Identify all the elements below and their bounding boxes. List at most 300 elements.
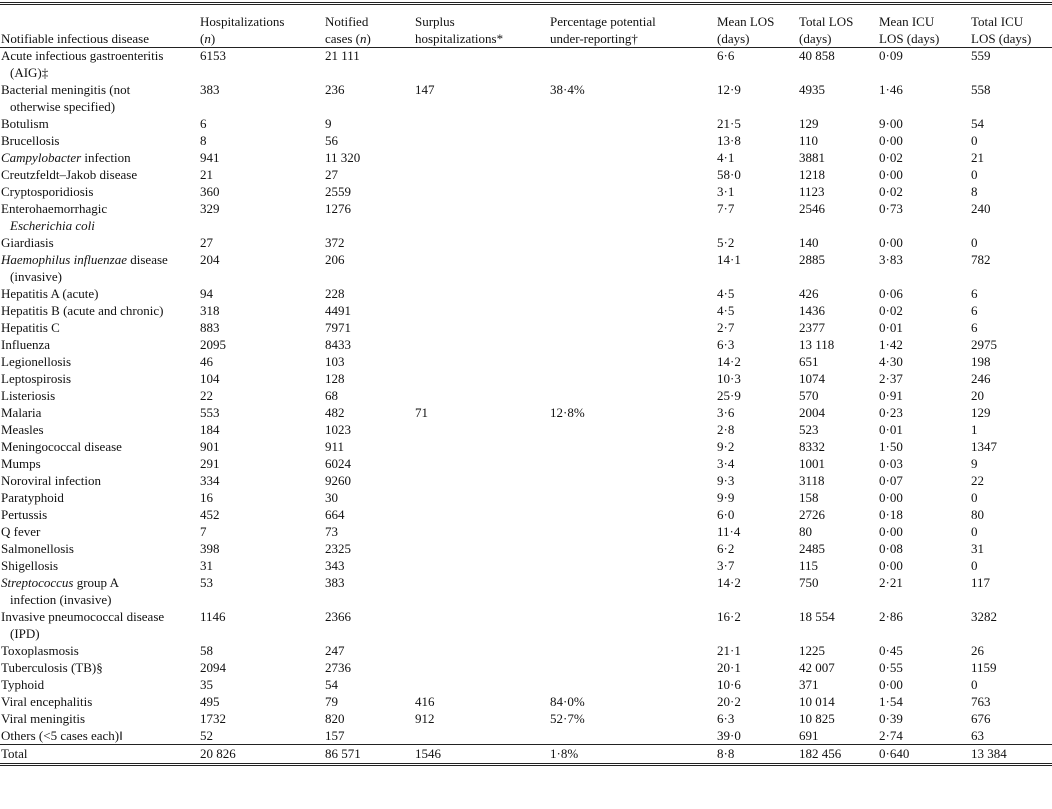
disease-name: Viral encephalitis	[1, 694, 93, 709]
total-icu-los-cell: 26	[971, 643, 984, 658]
mean-icu-los-cell: 0·02	[879, 184, 903, 199]
notified-cases-cell: 664	[325, 507, 345, 522]
disease-name: Brucellosis	[1, 133, 60, 148]
column-header-line1: Hospitalizations	[200, 14, 285, 29]
bottom-rule	[0, 763, 1052, 764]
table-row	[0, 506, 1052, 523]
notified-cases-cell: 372	[325, 235, 345, 250]
top-rule-double	[0, 4, 1052, 5]
total-icu-los-cell: 117	[971, 575, 991, 590]
disease-name-cell	[0, 370, 200, 387]
disease-name: Botulism	[1, 116, 49, 131]
total-icu-los-cell: 0	[971, 524, 978, 539]
percentage-under-reporting-cell	[550, 234, 717, 251]
disease-name-cell	[0, 336, 200, 353]
total-icu-los-cell: 6	[971, 320, 978, 335]
mean-los-cell: 2·8	[717, 422, 735, 437]
disease-name: Q fever	[1, 524, 41, 539]
hospitalizations-cell: 46	[200, 354, 213, 369]
notified-cases-cell: 228	[325, 286, 345, 301]
hospitalizations-cell: 1732	[200, 711, 226, 726]
total-icu-los-cell: 0	[971, 490, 978, 505]
table-row	[0, 710, 1052, 727]
table-row	[0, 642, 1052, 659]
header-rule	[0, 47, 1052, 48]
percentage-under-reporting-cell	[550, 370, 717, 387]
total-los-cell: 42 007	[799, 660, 835, 675]
column-header-7	[879, 0, 971, 47]
total-los-cell: 1436	[799, 303, 825, 318]
column-header-3	[415, 0, 550, 47]
mean-icu-los-cell: 0·06	[879, 286, 903, 301]
hospitalizations-cell: 104	[200, 371, 220, 386]
disease-name: Shigellosis	[1, 558, 59, 573]
column-header-line2: (days)	[717, 31, 750, 46]
total-icu-los-cell: 1347	[971, 439, 997, 454]
total-icu-los-cell: 63	[971, 728, 984, 743]
mean-icu-los-cell: 0·00	[879, 167, 903, 182]
disease-name-continuation: (invasive)	[10, 269, 62, 284]
total-los-cell: 1074	[799, 371, 825, 386]
total-los-cell: 371	[799, 677, 819, 692]
surplus-hospitalizations-cell	[415, 438, 550, 455]
table-row	[0, 200, 1052, 234]
mean-icu-los-cell: 0·23	[879, 405, 903, 420]
surplus-hospitalizations-cell: 416	[415, 694, 435, 709]
notified-cases-cell: 128	[325, 371, 345, 386]
notified-cases-cell: 482	[325, 405, 345, 420]
percentage-under-reporting-cell	[550, 200, 717, 234]
hospitalizations-cell: 31	[200, 558, 213, 573]
mean-los-cell: 6·6	[717, 48, 735, 63]
table-row	[0, 319, 1052, 336]
total-icu-los-cell: 559	[971, 48, 991, 63]
disease-name: Haemophilus influenzae disease	[1, 252, 168, 267]
hospitalizations-cell: 21	[200, 167, 213, 182]
mean-los-cell: 25·9	[717, 388, 741, 403]
total-percentage-under-reporting: 1·8%	[550, 745, 717, 763]
surplus-hospitalizations-cell	[415, 455, 550, 472]
percentage-under-reporting-cell: 12·8%	[550, 405, 585, 420]
notified-cases-cell: 2325	[325, 541, 351, 556]
total-icu-los-cell: 80	[971, 507, 984, 522]
column-header-5	[717, 0, 799, 47]
percentage-under-reporting-cell	[550, 319, 717, 336]
table-row	[0, 47, 1052, 81]
hospitalizations-cell: 204	[200, 252, 220, 267]
notified-cases-cell: 247	[325, 643, 345, 658]
hospitalizations-cell: 52	[200, 728, 213, 743]
column-header-line1: Notifiable infectious disease	[1, 31, 150, 46]
mean-los-cell: 6·3	[717, 711, 735, 726]
total-label: Total	[0, 745, 200, 763]
notified-cases-cell: 68	[325, 388, 338, 403]
total-los-cell: 3118	[799, 473, 825, 488]
disease-name: Viral meningitis	[1, 711, 86, 726]
total-los-cell: 13 118	[799, 337, 835, 352]
table-row	[0, 557, 1052, 574]
total-surplus-hospitalizations: 1546	[415, 745, 550, 763]
hospitalizations-cell: 901	[200, 439, 220, 454]
table-row	[0, 540, 1052, 557]
disease-name-cell	[0, 353, 200, 370]
total-icu-los-cell: 0	[971, 133, 978, 148]
mean-los-cell: 9·3	[717, 473, 735, 488]
table-row	[0, 166, 1052, 183]
mean-los-cell: 16·2	[717, 609, 741, 624]
notified-cases-cell: 11 320	[325, 150, 361, 165]
mean-los-cell: 5·2	[717, 235, 735, 250]
notified-cases-cell: 2736	[325, 660, 351, 675]
mean-icu-los-cell: 9·00	[879, 116, 903, 131]
mean-los-cell: 3·1	[717, 184, 735, 199]
table-row	[0, 234, 1052, 251]
total-los-cell: 1218	[799, 167, 825, 182]
disease-name: Listeriosis	[1, 388, 56, 403]
total-los-cell: 40 858	[799, 48, 835, 63]
surplus-hospitalizations-cell	[415, 540, 550, 557]
notified-cases-cell: 56	[325, 133, 338, 148]
total-icu-los-cell: 0	[971, 167, 978, 182]
percentage-under-reporting-cell	[550, 149, 717, 166]
mean-icu-los-cell: 0·00	[879, 133, 903, 148]
total-icu-los-cell: 0	[971, 558, 978, 573]
surplus-hospitalizations-cell	[415, 251, 550, 285]
surplus-hospitalizations-cell: 912	[415, 711, 435, 726]
mean-los-cell: 14·2	[717, 575, 741, 590]
percentage-under-reporting-cell	[550, 642, 717, 659]
mean-icu-los-cell: 0·02	[879, 150, 903, 165]
disease-name: Legionellosis	[1, 354, 72, 369]
hospitalizations-cell: 7	[200, 524, 207, 539]
column-header-line2: hospitalizations*	[415, 31, 504, 46]
mean-icu-los-cell: 0·02	[879, 303, 903, 318]
disease-name-cell	[0, 183, 200, 200]
notified-cases-cell: 54	[325, 677, 338, 692]
hospitalizations-cell: 6	[200, 116, 207, 131]
notified-cases-cell: 30	[325, 490, 338, 505]
notified-cases-cell: 73	[325, 524, 338, 539]
mean-icu-los-cell: 2·21	[879, 575, 903, 590]
mean-los-cell: 2·7	[717, 320, 735, 335]
mean-los-cell: 9·9	[717, 490, 735, 505]
mean-icu-los-cell: 0·09	[879, 48, 903, 63]
notified-cases-cell: 236	[325, 82, 345, 97]
total-row	[0, 745, 1052, 763]
total-los-cell: 110	[799, 133, 819, 148]
hospitalizations-cell: 16	[200, 490, 213, 505]
total-icu-los-cell: 2975	[971, 337, 997, 352]
surplus-hospitalizations-cell: 71	[415, 405, 428, 420]
hospitalizations-cell: 22	[200, 388, 213, 403]
hospitalizations-cell: 6153	[200, 48, 226, 63]
table-row	[0, 693, 1052, 710]
total-los-cell: 2885	[799, 252, 825, 267]
hospitalizations-cell: 334	[200, 473, 220, 488]
mean-icu-los-cell: 0·55	[879, 660, 903, 675]
disease-name-continuation: Escherichia coli	[10, 218, 95, 233]
disease-name-cell	[0, 642, 200, 659]
disease-name-cell	[0, 200, 200, 234]
table-row	[0, 523, 1052, 540]
mean-icu-los-cell: 0·00	[879, 524, 903, 539]
column-header-line1: Mean LOS	[717, 14, 775, 29]
table-row	[0, 183, 1052, 200]
table-row	[0, 608, 1052, 642]
column-header-line1: Percentage potential	[550, 14, 656, 29]
notified-cases-cell: 1276	[325, 201, 351, 216]
percentage-under-reporting-cell	[550, 166, 717, 183]
total-los-cell: 750	[799, 575, 819, 590]
total-icu-los-cell: 8	[971, 184, 978, 199]
disease-name: Typhoid	[1, 677, 45, 692]
column-header-line2: LOS (days)	[879, 31, 940, 46]
percentage-under-reporting-cell	[550, 438, 717, 455]
surplus-hospitalizations-cell	[415, 166, 550, 183]
mean-los-cell: 21·1	[717, 643, 741, 658]
disease-name: Enterohaemorrhagic	[1, 201, 108, 216]
total-icu-los-cell: 558	[971, 82, 991, 97]
mean-los-cell: 14·2	[717, 354, 741, 369]
disease-name: Noroviral infection	[1, 473, 101, 488]
hospitalizations-cell: 1146	[200, 609, 226, 624]
hospitalizations-cell: 35	[200, 677, 213, 692]
total-icu-los-cell: 22	[971, 473, 984, 488]
mean-los-cell: 3·6	[717, 405, 735, 420]
percentage-under-reporting-cell	[550, 506, 717, 523]
column-header-2	[325, 0, 415, 47]
percentage-under-reporting-cell	[550, 676, 717, 693]
mean-icu-los-cell: 0·18	[879, 507, 903, 522]
disease-name-cell	[0, 387, 200, 404]
percentage-under-reporting-cell	[550, 574, 717, 608]
column-header-line1: Mean ICU	[879, 14, 935, 29]
total-icu-los-cell: 240	[971, 201, 991, 216]
total-icu-los-cell: 129	[971, 405, 991, 420]
mean-los-cell: 10·3	[717, 371, 741, 386]
mean-icu-los-cell: 0·01	[879, 422, 903, 437]
percentage-under-reporting-cell	[550, 421, 717, 438]
total-mean-icu-los: 0·640	[879, 745, 971, 763]
surplus-hospitalizations-cell	[415, 523, 550, 540]
disease-name: Toxoplasmosis	[1, 643, 79, 658]
disease-name-cell	[0, 319, 200, 336]
surplus-hospitalizations-cell	[415, 47, 550, 81]
percentage-under-reporting-cell: 84·0%	[550, 694, 585, 709]
surplus-hospitalizations-cell	[415, 472, 550, 489]
mean-icu-los-cell: 0·00	[879, 235, 903, 250]
notified-cases-cell: 911	[325, 439, 345, 454]
table-row	[0, 574, 1052, 608]
total-los-cell: 651	[799, 354, 819, 369]
percentage-under-reporting-cell	[550, 557, 717, 574]
column-header-line2: under-reporting†	[550, 31, 638, 46]
column-header-line2: (days)	[799, 31, 832, 46]
disease-name-cell	[0, 710, 200, 727]
disease-name: Invasive pneumococcal disease	[1, 609, 165, 624]
mean-icu-los-cell: 3·83	[879, 252, 903, 267]
mean-icu-los-cell: 2·74	[879, 728, 903, 743]
hospitalizations-cell: 360	[200, 184, 220, 199]
disease-name-cell	[0, 574, 200, 608]
percentage-under-reporting-cell	[550, 455, 717, 472]
surplus-hospitalizations-cell	[415, 115, 550, 132]
total-los-cell: 3881	[799, 150, 825, 165]
disease-name-cell	[0, 47, 200, 81]
disease-name-cell	[0, 608, 200, 642]
mean-los-cell: 20·1	[717, 660, 741, 675]
mean-los-cell: 39·0	[717, 728, 741, 743]
total-los-cell: 80	[799, 524, 812, 539]
table-row	[0, 336, 1052, 353]
column-header-line2: cases (n)	[325, 31, 371, 46]
mean-icu-los-cell: 0·08	[879, 541, 903, 556]
disease-name: Mumps	[1, 456, 41, 471]
notified-cases-cell: 383	[325, 575, 345, 590]
table-row	[0, 387, 1052, 404]
disease-name-cell	[0, 659, 200, 676]
surplus-hospitalizations-cell	[415, 421, 550, 438]
percentage-under-reporting-cell	[550, 659, 717, 676]
disease-name-cell	[0, 115, 200, 132]
percentage-under-reporting-cell	[550, 47, 717, 81]
table-row	[0, 251, 1052, 285]
notified-cases-cell: 27	[325, 167, 338, 182]
disease-name-cell	[0, 251, 200, 285]
hospitalizations-cell: 58	[200, 643, 213, 658]
notified-cases-cell: 103	[325, 354, 345, 369]
total-icu-los-cell: 6	[971, 286, 978, 301]
table-row	[0, 149, 1052, 166]
total-icu-los-cell: 6	[971, 303, 978, 318]
disease-name-cell	[0, 693, 200, 710]
column-header-1	[200, 0, 325, 47]
mean-los-cell: 6·0	[717, 507, 735, 522]
header-row	[0, 0, 1052, 47]
mean-los-cell: 7·7	[717, 201, 735, 216]
disease-name-continuation: (AIG)‡	[10, 65, 49, 80]
total-icu-los-cell: 9	[971, 456, 978, 471]
disease-name-cell	[0, 302, 200, 319]
disease-name: Tuberculosis (TB)§	[1, 660, 103, 675]
surplus-hospitalizations-cell	[415, 336, 550, 353]
notified-cases-cell: 7971	[325, 320, 351, 335]
disease-name: Creutzfeldt–Jakob disease	[1, 167, 138, 182]
mean-icu-los-cell: 0·03	[879, 456, 903, 471]
hospitalizations-cell: 291	[200, 456, 220, 471]
disease-name-cell	[0, 132, 200, 149]
surplus-hospitalizations-cell: 147	[415, 82, 435, 97]
mean-icu-los-cell: 0·91	[879, 388, 903, 403]
notified-cases-cell: 2559	[325, 184, 351, 199]
total-icu-los-cell: 782	[971, 252, 991, 267]
notified-cases-cell: 9260	[325, 473, 351, 488]
total-los-cell: 4935	[799, 82, 825, 97]
mean-los-cell: 10·6	[717, 677, 741, 692]
hospitalizations-cell: 2095	[200, 337, 226, 352]
surplus-hospitalizations-cell	[415, 574, 550, 608]
hospitalizations-cell: 94	[200, 286, 213, 301]
disease-name: Acute infectious gastroenteritis	[1, 48, 164, 63]
notified-cases-cell: 8433	[325, 337, 351, 352]
disease-name: Campylobacter infection	[1, 150, 131, 165]
notified-cases-cell: 157	[325, 728, 345, 743]
mean-los-cell: 6·3	[717, 337, 735, 352]
surplus-hospitalizations-cell	[415, 200, 550, 234]
surplus-hospitalizations-cell	[415, 489, 550, 506]
disease-name: Bacterial meningitis (not	[1, 82, 131, 97]
table-row	[0, 115, 1052, 132]
total-icu-los-cell: 0	[971, 235, 978, 250]
percentage-under-reporting-cell	[550, 132, 717, 149]
total-icu-los-cell: 246	[971, 371, 991, 386]
mean-icu-los-cell: 0·00	[879, 558, 903, 573]
disease-name: Leptospirosis	[1, 371, 72, 386]
total-los-cell: 10 825	[799, 711, 835, 726]
notified-cases-cell: 21 111	[325, 48, 360, 63]
mean-los-cell: 4·5	[717, 303, 735, 318]
disease-name: Paratyphoid	[1, 490, 64, 505]
table-row	[0, 81, 1052, 115]
percentage-under-reporting-cell	[550, 285, 717, 302]
disease-name: Hepatitis C	[1, 320, 60, 335]
mean-los-cell: 21·5	[717, 116, 741, 131]
hospitalizations-cell: 495	[200, 694, 220, 709]
table-row	[0, 285, 1052, 302]
disease-name-cell	[0, 676, 200, 693]
mean-icu-los-cell: 0·00	[879, 677, 903, 692]
total-los-cell: 570	[799, 388, 819, 403]
top-rule	[0, 2, 1052, 3]
percentage-under-reporting-cell	[550, 183, 717, 200]
percentage-under-reporting-cell	[550, 387, 717, 404]
surplus-hospitalizations-cell	[415, 183, 550, 200]
disease-name: Others (<5 cases each)‖	[1, 728, 123, 743]
total-los-cell: 691	[799, 728, 819, 743]
total-los-cell: 129	[799, 116, 819, 131]
mean-los-cell: 58·0	[717, 167, 741, 182]
disease-name: Malaria	[1, 405, 42, 420]
disease-name-cell	[0, 404, 200, 421]
total-notified-cases: 86 571	[325, 745, 415, 763]
surplus-hospitalizations-cell	[415, 302, 550, 319]
table-row	[0, 421, 1052, 438]
hospitalizations-cell: 398	[200, 541, 220, 556]
total-los-cell: 1123	[799, 184, 825, 199]
mean-los-cell: 11·4	[717, 524, 741, 539]
total-icu-los-cell: 0	[971, 677, 978, 692]
hospitalizations-cell: 27	[200, 235, 213, 250]
total-icu-los-cell: 763	[971, 694, 991, 709]
table-row	[0, 455, 1052, 472]
surplus-hospitalizations-cell	[415, 353, 550, 370]
total-mean-los: 8·8	[717, 745, 799, 763]
total-los-cell: 140	[799, 235, 819, 250]
mean-icu-los-cell: 1·46	[879, 82, 903, 97]
percentage-under-reporting-cell	[550, 523, 717, 540]
disease-name: Hepatitis B (acute and chronic)	[1, 303, 164, 318]
disease-name-cell	[0, 149, 200, 166]
surplus-hospitalizations-cell	[415, 557, 550, 574]
hospitalizations-cell: 8	[200, 133, 207, 148]
surplus-hospitalizations-cell	[415, 676, 550, 693]
hospitalizations-cell: 553	[200, 405, 220, 420]
hospitalizations-cell: 2094	[200, 660, 226, 675]
disease-name: Giardiasis	[1, 235, 54, 250]
disease-name: Streptococcus group A	[1, 575, 119, 590]
mean-icu-los-cell: 0·07	[879, 473, 903, 488]
surplus-hospitalizations-cell	[415, 149, 550, 166]
